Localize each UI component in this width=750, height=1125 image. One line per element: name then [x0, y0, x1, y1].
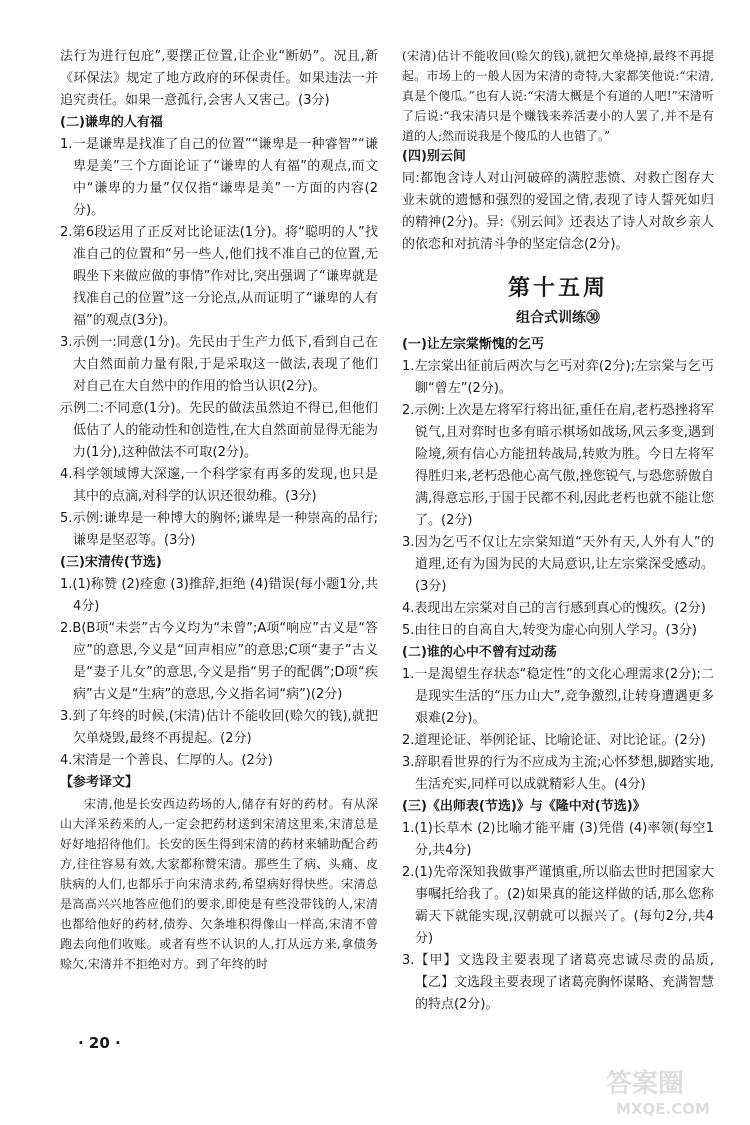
answer-item: 1.(1)称赞 (2)痊愈 (3)推辞,拒绝 (4)错误(每小题1分,共4分) — [60, 577, 378, 614]
left-column — [60, 46, 378, 974]
watermark-url: MXQE.COM — [616, 1100, 710, 1118]
answer-item: 3.到了年终的时候,(宋清)估计不能收回(赊欠的钱),就把欠单烧毁,最终不再提起。(2分) — [60, 709, 378, 746]
reference-translation-text: 宋清,他是长安西边药场的人,储存有好的药材。有从深山大泽采药来的人,一定会把药材送到宋清这里来,宋清总是好好地招待他们。长安的医生得到宋清的药材来辅助配合药方,往往容易有效,大家都称赞宋清。那些生了病、头痛、皮肤病的人们,也都乐于向宋清求药,希望病好得快些。宋清总是高高兴兴地答应他们的要求,即使是有些没带钱的人,宋清也都给他好的药材,债券、欠条堆积得像山一样高,宋清不曾跑去向他们收账。或者有些不认识的人,打从远方来,拿债务赊欠,宋清并不拒绝对方。到了年终的时 — [60, 797, 378, 971]
answer-item: 3.【甲】文选段主要表现了诸葛亮忠诚尽责的品质,【乙】文选段主要表现了诸葛亮胸怀谋略、充满智慧的特点(2分)。 — [402, 953, 715, 1012]
section-title: (三)《出师表(节选)》与《隆中对(节选)》 — [402, 799, 646, 814]
section-title: (三)宋清传(节选) — [60, 555, 162, 570]
answer-item: 5.由往日的自高自大,转变为虚心向别人学习。(3分) — [402, 623, 697, 638]
answer-item: 1.一是谦卑是找准了自己的位置”“谦卑是一种睿智”“谦卑是美”三个方面论证了“谦卑的人有福”的观点,而文中“谦卑的力量”仅仅指“谦卑是美”一方面的内容(2分)。 — [60, 137, 378, 218]
section-title: (四)别云间 — [402, 149, 466, 164]
watermark-logo — [606, 1062, 740, 1118]
answer-item: 2.(1)先帝深知我做事严谨慎重,所以临去世时把国家大事嘱托给我了。(2)如果真的能这样做的话,那么您称霸天下就能实现,汉朝就可以振兴了。(每句2分,共4分) — [402, 865, 714, 946]
right-column — [402, 46, 714, 1016]
answer-item: 4.科学领域博大深邃,一个科学家有再多的发现,也只是其中的点滴,对科学的认识还很幼稚。(3分) — [60, 467, 378, 504]
section-title: (二)谦卑的人有福 — [60, 115, 163, 130]
answer-item: 4.表现出左宗棠对自己的言行感到真心的愧疚。(2分) — [402, 601, 706, 616]
training-title: 组合式训练㉚ — [516, 310, 600, 326]
answer-item: 3.辞职看世界的行为不应成为主流;心怀梦想,脚踏实地,生活充实,同样可以成就精彩人生。(4分) — [402, 755, 714, 792]
answer-item: 1.左宗棠出征前后两次与乞丐对弈(2分);左宗棠与乞丐聊“曾左”(2分)。 — [402, 359, 714, 396]
section-title: (一)让左宗棠惭愧的乞丐 — [402, 337, 544, 352]
reference-translation-continued: (宋清)估计不能收回(赊欠的钱),就把欠单烧掉,最终不再提起。市场上的一般人因为宋清的奇特,大家都笑他说:“宋清,真是个傻瓜。”也有人说:“宋清大概是个有道的人吧!”宋清听了后说:“我宋清只是个赚钱来养活妻小的人罢了,并不是有道的人;然而说我是个傻瓜的人也错了。” — [402, 49, 714, 143]
answer-item: 示例二:不同意(1分)。先民的做法虽然迫不得已,但他们低估了人的能动性和创造性,在大自然面前显得无能为力(1分),这种做法不可取(2分)。 — [60, 401, 378, 460]
answer-item: 1.一是渴望生存状态“稳定性”的文化心理需求(2分);二是现实生活的“压力山大”,竞争激烈,让转身遭遇更多艰难(2分)。 — [402, 667, 714, 726]
answer-item: 2.B(B项“未尝”古今义均为“未曾”;A项“响应”古义是“答应”的意思,今义是“回声相应”的意思;C项“妻子”古义是“妻子儿女”的意思,今义是指“男子的配偶”;D项“疾病”古义是“生病”的意思,今义指名词“病”)(2分) — [60, 621, 378, 702]
section-title: (二)谁的心中不曾有过动荡 — [402, 645, 557, 660]
page-number: · 20 · — [78, 1034, 121, 1052]
answer-text: 同:都饱含诗人对山河破碎的满腔悲愤、对救亡图存大业未就的遗憾和强烈的爱国之情,表现了诗人誓死如归的精神(2分)。异:《别云间》还表达了诗人对故乡亲人的依恋和对抗清斗争的坚定信念(2分)。 — [402, 171, 714, 252]
answer-item: 2.第6段运用了正反对比论证法(1分)。将“聪明的人”找准自己的位置和“另一些人,他们找不准自己的位置,无暇坐下来做应做的事情”作对比,突出强调了“谦卑就是找准自己的位置”这一分论点,从而证明了“谦卑的人有福”的观点(3分)。 — [60, 225, 378, 328]
week-title: 第十五周 — [507, 276, 608, 301]
answer-item: 3.因为乞丐不仅让左宗棠知道“天外有天,人外有人”的道理,还有为国为民的大局意识,让左宗棠深受感动。(3分) — [402, 535, 714, 594]
answer-item: 5.示例:谦卑是一种博大的胸怀;谦卑是一种崇高的品行;谦卑是坚忍等。(3分) — [60, 511, 378, 548]
answer-item: 2.示例:上次是左将军行将出征,重任在肩,老朽恐挫将军锐气,且对弈时也多有暗示棋场如战场,风云多变,遇到险境,须有信心方能扭转战局,转败为胜。今日左将军得胜归来,老朽恐他心高气傲,挫您锐气,与恐您骄傲自满,得意忘形,于国于民都不利,因此老朽也就不能让您了。(2分) — [402, 403, 714, 528]
reference-translation-title: 【参考译文】 — [60, 775, 139, 790]
answer-item: 3.示例一:同意(1分)。先民由于生产力低下,看到自己在大自然面前力量有限,于是采取这一做法,表现了他们对自己在大自然中的作用的恰当认识(2分)。 — [60, 335, 378, 394]
answer-item: 1.(1)长草木 (2)比喻才能平庸 (3)凭借 (4)率领(每空1分,共4分) — [402, 821, 714, 858]
watermark-text: 答案圈 — [606, 1069, 685, 1099]
answer-item: 4.宋清是一个善良、仁厚的人。(2分) — [60, 753, 273, 768]
answer-item: 2.道理论证、举例论证、比喻论证、对比论证。(2分) — [402, 733, 706, 748]
intro-paragraph: 法行为进行包庇”,要摆正位置,让企业“断奶”。况且,新《环保法》规定了地方政府的环保责任。如果违法一并追究责任。如果一意孤行,会害人又害己。(3分) — [60, 49, 378, 108]
